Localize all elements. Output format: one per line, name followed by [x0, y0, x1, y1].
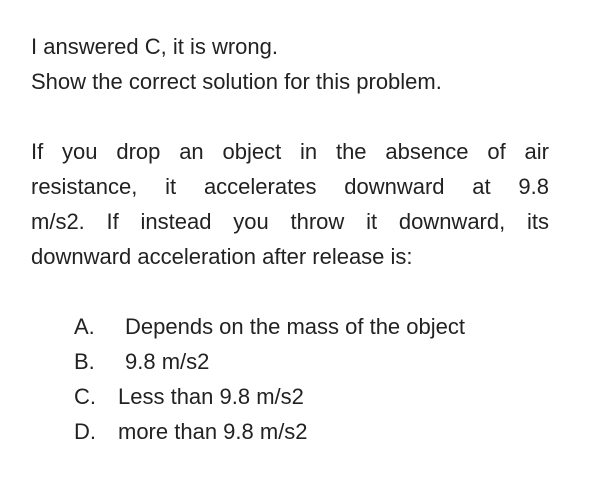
option-b: [31, 344, 549, 379]
option-text: Depends on the mass of the object: [125, 314, 465, 339]
option-text: 9.8 m/s2: [125, 349, 210, 374]
option-letter: D.: [74, 419, 96, 444]
question-line: If you drop an object in the absence of air: [31, 139, 549, 164]
option-d: [31, 414, 549, 449]
question-text: [31, 134, 549, 274]
option-text: Less than 9.8 m/s2: [118, 384, 304, 409]
intro-line-request: Show the correct solution for this problem.: [31, 69, 442, 94]
option-letter: A.: [74, 314, 95, 339]
intro-line-answered: I answered C, it is wrong.: [31, 34, 278, 59]
option-letter: B.: [74, 349, 95, 374]
option-letter: C.: [74, 384, 96, 409]
intro-text: [31, 29, 549, 99]
option-text: more than 9.8 m/s2: [118, 419, 308, 444]
question-line: resistance, it accelerates downward at 9.8: [31, 174, 549, 199]
question-line: downward acceleration after release is:: [31, 244, 413, 269]
document-body: [31, 29, 549, 449]
option-c: [31, 379, 549, 414]
question-line: m/s2. If instead you throw it downward, its: [31, 209, 549, 234]
answer-options-list: [31, 309, 549, 449]
option-a: [31, 309, 549, 344]
